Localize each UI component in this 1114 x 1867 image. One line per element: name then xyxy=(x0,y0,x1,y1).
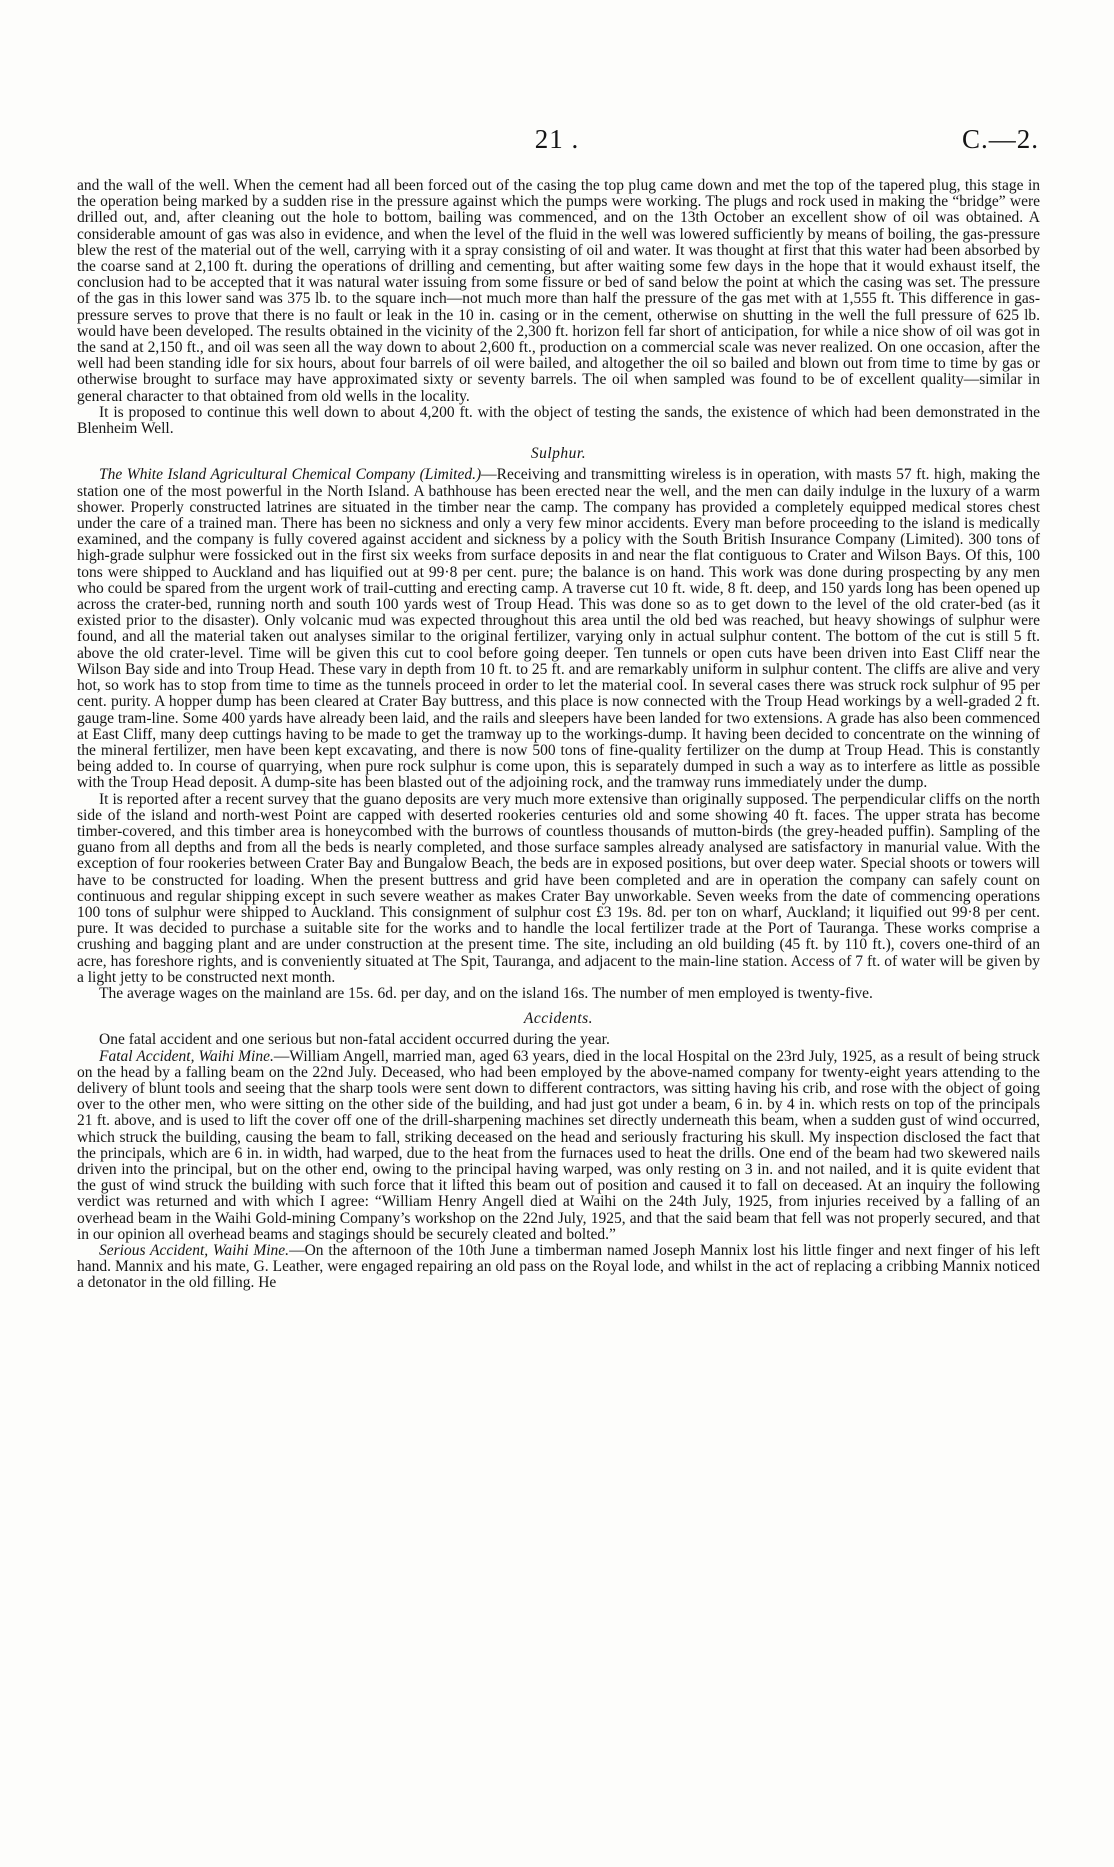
run-in-heading-company: The White Island Agricultural Chemical Company (Limited.) xyxy=(99,466,482,484)
paragraph-proposal: It is proposed to continue this well down to about 4,200 ft. with the object of testing the sands, the existence of which had been demonstrated in the Blenheim Well. xyxy=(77,403,1040,438)
paragraph-serious-text: —On the afternoon of the 10th June a timberman named Joseph Mannix lost his little finger and next finger of his left hand. Mannix and his mate, G. Leather, were engaged repairing an old pass on the Royal lode, and whilst in the act of replacing a cribbing Mannix noticed a detonator in the old filling. He xyxy=(77,1242,1040,1292)
paragraph-oil-well: and the wall of the well. When the cement had all been forced out of the casing the top plug came down and met the top of the tapered plug, this stage in the operation being marked by a sudden rise in the pressure against which the pumps were working. The plugs and rock used in making the “bridge” were drilled out, and, after cleaning out the hole to bottom, bailing was commenced, and on the 13th October an excellent show of oil was obtained. A considerable amount of gas was also in evidence, and when the level of the fluid in the well was lowered sufficiently by means of boiling, the gas-pressure blew the rest of the material out of the well, carrying with it a spray consisting of oil and water. It was thought at first that this water had been absorbed by the coarse sand at 2,100 ft. during the operations of drilling and cementing, but after waiting some few days in the hope that it would exhaust itself, the conclusion had to be accepted that it was natural water issuing from some fissure or bed of sand below the point at which the casing was set. The pressure of the gas in this lower sand was 375 lb. to the square inch—not much more than half the pressure of the gas met with at 1,555 ft. This difference in gas-pressure serves to prove that there is no fault or leak in the 10 in. casing or in the cement, otherwise on shutting in the well the full pressure of 625 lb. would have been developed. The results obtained in the vicinity of the 2,300 ft. horizon fell far short of anticipation, for while a nice show of oil was got in the sand at 2,150 ft., and oil was seen all the way down to about 2,600 ft., production on a commercial scale was never realized. On one occasion, after the well had been standing idle for six hours, about four barrels of oil were bailed, and altogether the oil so bailed and blown out from time to time by gas or otherwise brought to surface may have approximated sixty or seventy barrels. The oil when sampled was found to be of excellent quality—similar in general character to that obtained from old wells in the locality. xyxy=(77,177,1040,405)
body-text xyxy=(77,178,1040,1292)
paragraph-fatal-accident xyxy=(77,1049,1040,1243)
section-code: C.—2. xyxy=(961,124,1039,154)
section-heading-sulphur: Sulphur. xyxy=(530,445,587,463)
paragraph-fatal-text: —William Angell, married man, aged 63 years, died in the local Hospital on the 23rd July, 1925, as a result of being struck on the head by a falling beam on the 22nd July. Deceased, who had been employed by the above-named company for twenty-eight years attending to the delivery of blunt tools and seeing that the sharp tools were sent down to different contractors, was sitting having his crib, and rose with the object of going over to the other men, who were sitting on the other side of the building, and had just got under a beam, 6 in. by 4 in. which rests on top of the principals 21 ft. above, and is used to lift the cover off one of the drill-sharpening machines set directly underneath this beam, when a sudden gust of wind occurred, which struck the building, causing the beam to fall, striking deceased on the head and seriously fracturing his skull. My inspection disclosed the fact that the principals, which are 6 in. in width, had warped, due to the heat from the furnaces used to heat the drills. One end of the beam had two skewered nails driven into the principal, but on the other end, owing to the principal having warped, was only resting on 3 in. and not nailed, and it is quite evident that the gust of wind struck the building with such force that it lifted this beam out of position and caused it to fall on deceased. At an inquiry the following verdict was returned and with which I agree: “William Henry Angell died at Waihi on the 24th July, 1925, from injuries received by a falling of an overhead beam in the Waihi Gold-mining Company’s workshop on the 22nd July, 1925, and that the said beam that fell was not properly secured, and that in our opinion all overhead beams and stagings should be securely cleated and bolted.” xyxy=(77,1047,1040,1243)
paragraph-serious-accident xyxy=(77,1243,1040,1292)
page-number: 21 . xyxy=(534,124,580,154)
paragraph-guano: It is reported after a recent survey that the guano deposits are very much more extensive than originally supposed. The perpendicular cliffs on the north side of the island and north-west Point are capped with deserted rookeries centuries old and some showing 40 ft. faces. The upper strata has become timber-covered, and this timber area is honeycombed with the burrows of countless thousands of mutton-birds (the grey-headed puffin). Sampling of the guano from all depths and from all the beds is nearly completed, and those surface samples already analysed are satisfactory in manurial value. With the exception of four rookeries between Crater Bay and Bungalow Beach, the beds are in exposed positions, but over deep water. Special shoots or towers will have to be constructed for loading. When the present buttress and grid have been completed and are in operation the company can safely count on continuous and regular shipping except in such severe weather as makes Crater Bay unworkable. Seven weeks from the date of commencing operations 100 tons of sulphur were shipped to Auckland. This consignment of sulphur cost £3 19s. 8d. per ton on wharf, Auckland; it liquified out 99·8 per cent. pure. It was decided to purchase a suitable site for the works and to handle the local fertilizer trade at the Port of Tauranga. These works comprise a crushing and bagging plant and are under construction at the present time. The site, including an old building (45 ft. by 110 ft.), covers one-third of an acre, has foreshore rights, and is conveniently situated at The Spit, Tauranga, and adjacent to the main-line station. Access of 7 ft. of water will be given by a light jetty to be constructed next month. xyxy=(77,790,1040,986)
page-header xyxy=(75,124,1039,156)
run-in-heading-fatal: Fatal Accident, Waihi Mine. xyxy=(99,1047,274,1065)
run-in-heading-serious: Serious Accident, Waihi Mine. xyxy=(99,1242,290,1259)
paragraph-wages: The average wages on the mainland are 15s. 6d. per day, and on the island 16s. The number of men employed is twenty-five. xyxy=(99,984,873,1002)
paragraph-white-island-text: —Receiving and transmitting wireless is in operation, with masts 57 ft. high, making the station one of the most powerful in the North Island. A bathhouse has been erected near the well, and the men can daily indulge in the luxury of a warm shower. Properly constructed latrines are situated in the timber near the camp. The company has provided a completely equipped medical stores chest under the care of a trained man. There has been no sickness and only a very few minor accidents. Every man before proceeding to the island is medically examined, and the company is fully covered against accident and sickness by a policy with the South British Insurance Company (Limited). 300 tons of high-grade sulphur were fossicked out in the first six weeks from surface deposits in and near the flat contiguous to Crater and Wilson Bays. Of this, 100 tons were shipped to Auckland and has liquified out at 99·8 per cent. pure; the balance is on hand. This work was done during prospecting by any men who could be spared from the urgent work of trail-cutting and erecting camp. A traverse cut 10 ft. wide, 8 ft. deep, and 150 yards long has been opened up across the crater-bed, running north and south 100 yards west of Troup Head. This was done so as to get down to the level of the old crater-bed (as it existed prior to the disaster). Only volcanic mud was expected throughout this area until the old bed was reached, but heavy showings of sulphur were found, and all the material taken out analyses similar to the original fertilizer, varying only in actual sulphur content. The bottom of the cut is still 5 ft. above the old crater-level. Time will be given this cut to cool before going deeper. Ten tunnels or open cuts have been driven into East Cliff near the Wilson Bay side and into Troup Head. These vary in depth from 10 ft. to 25 ft. and are remarkably uniform in sulphur content. The cliffs are alive and very hot, so work has to stop from time to time as the tunnels proceed in order to let the material cool. In several cases there was struck rock sulphur of 95 per cent. purity. A hopper dump has been cleared at Crater Bay buttress, and this place is now connected with the Troup Head workings by a well-graded 2 ft. gauge tram-line. Some 400 yards have already been laid, and the rails and sleepers have been landed for two extensions. A grade has also been commenced at East Cliff, many deep cuttings having to be made to get the tramway up to the workings-dump. It having been decided to concentrate on the winning of the mineral fertilizer, men have been kept excavating, and there is now 500 tons of fine-quality fertilizer on the dump at Troup Head. This is constantly being added to. In course of quarrying, when pure rock sulphur is come upon, this is separately dumped in such a way as to interfere as little as possible with the Troup Head deposit. A dump-site has been blasted out of the adjoining rock, and the tramway runs immediately under the dump. xyxy=(77,466,1041,792)
paragraph-accidents-intro: One fatal accident and one serious but non-fatal accident occurred during the year. xyxy=(99,1031,610,1049)
paragraph-white-island xyxy=(77,467,1040,791)
section-heading-accidents: Accidents. xyxy=(523,1010,594,1028)
